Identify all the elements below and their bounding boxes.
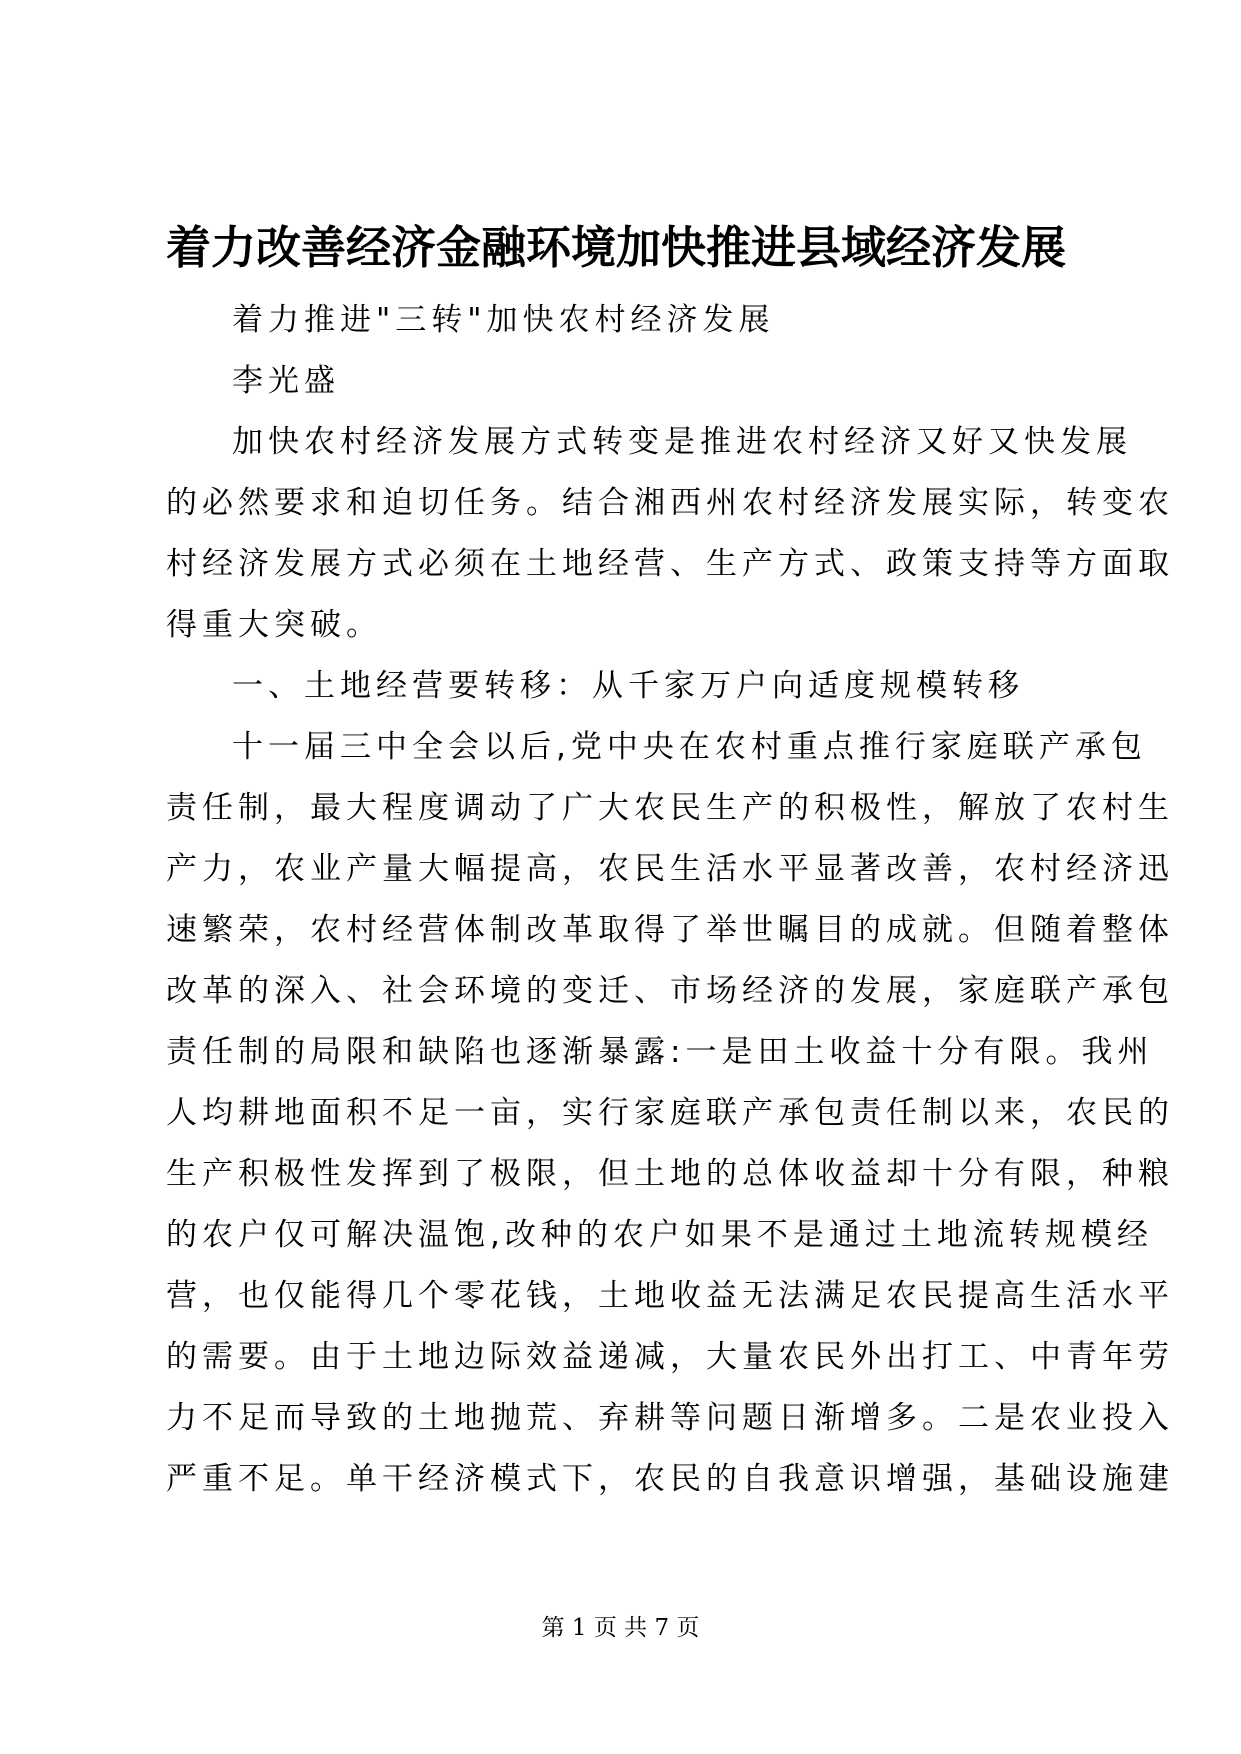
paragraph-line: 严重不足。单干经济模式下，农民的自我意识增强，基础设施建: [166, 1461, 1174, 1497]
paragraph-line: 责任制的局限和缺陷也逐渐暴露:一是田土收益十分有限。我州: [166, 1034, 1154, 1070]
page-number: 第 1 页 共 7 页: [541, 1615, 700, 1641]
subtitle: 着力推进"三转"加快农村经济发展: [232, 302, 775, 338]
paragraph-line: 村经济发展方式必须在土地经营、生产方式、政策支持等方面取: [166, 546, 1174, 582]
document-body: [166, 290, 1174, 1510]
paragraph-line: 十一届三中全会以后,党中央在农村重点推行家庭联产承包: [232, 729, 1147, 765]
paragraph-line: 加快农村经济发展方式转变是推进农村经济又好又快发展: [232, 424, 1132, 460]
paragraph-line: 改革的深入、社会环境的变迁、市场经济的发展，家庭联产承包: [166, 973, 1174, 1009]
paragraph-line: 营，也仅能得几个零花钱，土地收益无法满足农民提高生活水平: [166, 1278, 1174, 1314]
section-heading: 一、土地经营要转移：从千家万户向适度规模转移: [232, 668, 1024, 704]
document-title: 着力改善经济金融环境加快推进县域经济发展: [166, 221, 1067, 274]
paragraph-line: 的农户仅可解决温饱,改种的农户如果不是通过土地流转规模经: [166, 1217, 1153, 1253]
paragraph-line: 产力，农业产量大幅提高，农民生活水平显著改善，农村经济迅: [166, 851, 1174, 887]
paragraph-line: 得重大突破。: [166, 607, 382, 643]
author: 李光盛: [232, 363, 340, 399]
paragraph-line: 生产积极性发挥到了极限，但土地的总体收益却十分有限，种粮: [166, 1156, 1174, 1192]
paragraph-line: 责任制，最大程度调动了广大农民生产的积极性，解放了农村生: [166, 790, 1174, 826]
paragraph-line: 的必然要求和迫切任务。结合湘西州农村经济发展实际，转变农: [166, 485, 1174, 521]
paragraph-line: 速繁荣，农村经营体制改革取得了举世瞩目的成就。但随着整体: [166, 912, 1174, 948]
paragraph-line: 人均耕地面积不足一亩，实行家庭联产承包责任制以来，农民的: [166, 1095, 1174, 1131]
paragraph-line: 力不足而导致的土地抛荒、弃耕等问题日渐增多。二是农业投入: [166, 1400, 1174, 1436]
paragraph-line: 的需要。由于土地边际效益递减，大量农民外出打工、中青年劳: [166, 1339, 1174, 1375]
